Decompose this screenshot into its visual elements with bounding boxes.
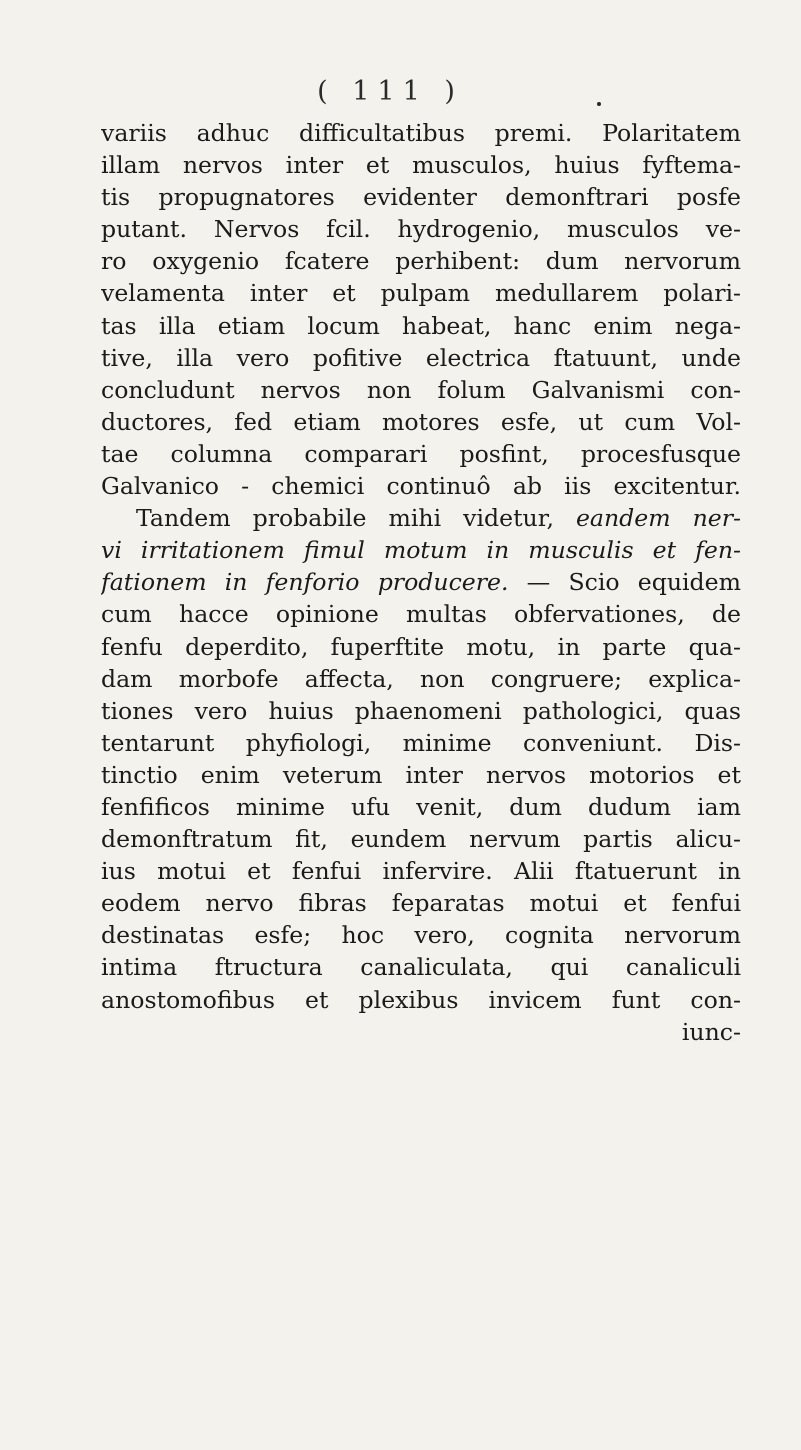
text-line — [101, 566, 741, 598]
text-line: destinatas esfe; hoc vero, cognita nervorum — [101, 921, 741, 950]
text-line: tive, illa vero pofitive electrica ftatuunt, unde — [101, 343, 741, 372]
text-run: Tandem probabile mihi videtur, — [136, 504, 576, 533]
text-line: velamenta inter et pulpam medullarem polari- — [101, 279, 741, 308]
text-line: variis adhuc difficultatibus premi. Polaritatem — [101, 119, 741, 147]
text-line: ro oxygenio fcatere perhibent: dum nervorum — [101, 247, 741, 276]
text-line: eodem nervo fibras feparatas motui et fenfui — [101, 889, 741, 918]
text-line: tis propugnatores evidenter demonftrari posfe — [101, 183, 741, 212]
text-line: intima ftructura canaliculata, qui canaliculi — [101, 953, 741, 982]
page-number: ( 111 ) — [317, 76, 463, 107]
text-line: fenfificos minime ufu venit, dum dudum iam — [101, 792, 741, 821]
text-line: concludunt nervos non folum Galvanismi con- — [101, 375, 741, 404]
italic-phrase: fationem in fenforio producere. — [101, 568, 509, 597]
text-line: tiones vero huius phaenomeni pathologici, quas — [101, 696, 741, 725]
text-line: tinctio enim veterum inter nervos motorios et — [101, 760, 741, 789]
text-line: ductores, fed etiam motores esfe, ut cum Vol- — [101, 407, 741, 436]
text-line: demonftratum fit, eundem nervum partis alicu- — [101, 825, 741, 854]
text-line: tentarunt phyfiologi, minime conveniunt. Dis- — [101, 728, 741, 757]
text-line: ius motui et fenfui infervire. Alii ftatuerunt in — [101, 857, 741, 886]
text-line: putant. Nervos fcil. hydrogenio, musculos ve- — [101, 215, 741, 244]
body-text — [101, 117, 741, 1048]
text-run: — Scio equidem — [508, 568, 741, 597]
text-line: tae columna comparari posfint, procesfusque — [101, 439, 741, 468]
text-line: anostomofibus et plexibus invicem funt con- — [101, 985, 741, 1014]
text-line: dam morbofe affecta, non congruere; explica- — [101, 664, 741, 693]
italic-phrase: vi irritationem fimul motum in musculis et fen- — [101, 536, 741, 565]
text-line: fenfu deperdito, fuperftite motu, in parte qua- — [101, 632, 741, 661]
italic-phrase: eandem ner- — [575, 504, 741, 533]
text-line — [101, 502, 741, 534]
text-line: cum hacce opinione multas obfervationes, de — [101, 600, 741, 629]
ink-speck — [597, 102, 601, 106]
text-line: tas illa etiam locum habeat, hanc enim nega- — [101, 311, 741, 340]
text-line: iunc- — [681, 1017, 741, 1046]
text-line — [101, 534, 741, 566]
text-line: illam nervos inter et musculos, huius fyftema- — [101, 151, 741, 180]
text-line: Galvanico - chemici continuô ab iis excitentur. — [101, 472, 741, 501]
